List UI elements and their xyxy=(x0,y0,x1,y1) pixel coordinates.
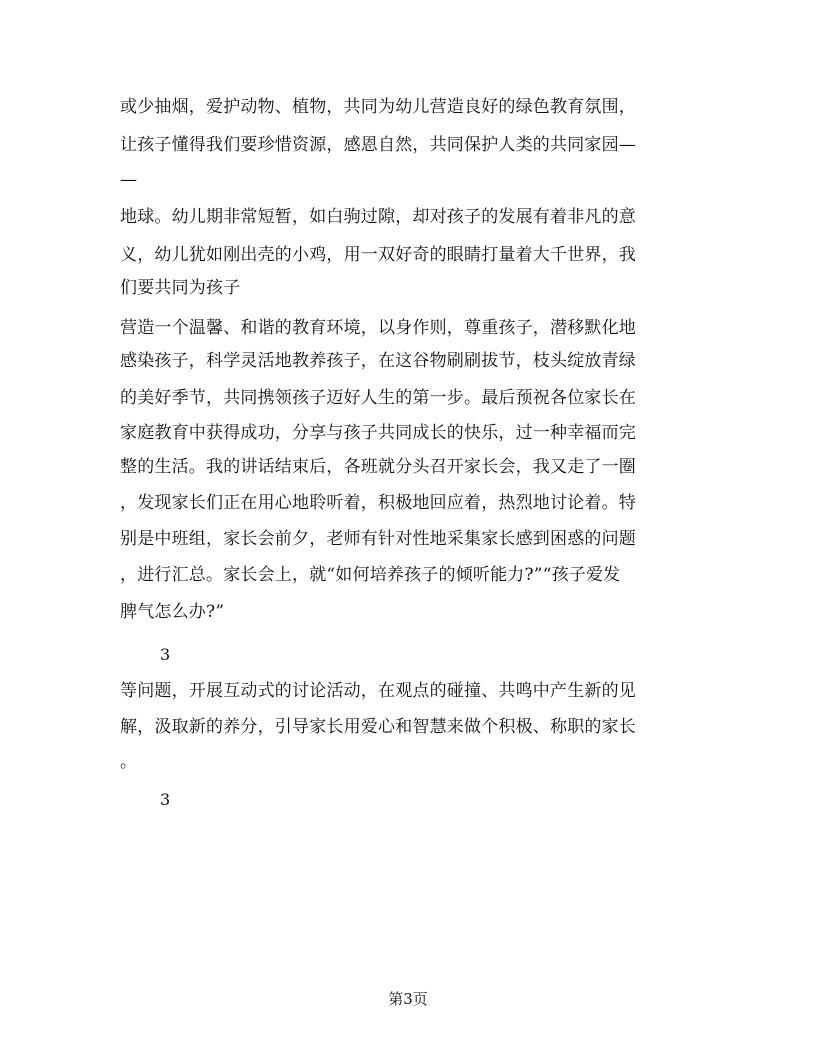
text-line: ，进行汇总。家长会上，就“如何培养孩子的倾听能力?”“孩子爱发 xyxy=(120,565,621,585)
text-line: 整的生活。我的讲话结束后，各班就分头召开家长会，我又走了一圈 xyxy=(120,457,636,477)
page-mark: 3 xyxy=(160,790,171,809)
text-line: 解，汲取新的养分，引导家长用爱心和智慧来做个积极、称职的家长 xyxy=(120,717,636,737)
text-line: 。 xyxy=(120,752,138,772)
text-line: 脾气怎么办?” xyxy=(120,602,225,622)
text-line: ，发现家长们正在用心地聆听着，积极地回应着，热烈地讨论着。特 xyxy=(120,493,636,513)
text-line: 让孩子懂得我们要珍惜资源，感恩自然，共同保护人类的共同家园— xyxy=(120,135,636,155)
text-line: 感染孩子，科学灵活地教养孩子，在这谷物刷刷拔节，枝头绽放青绿 xyxy=(120,351,636,371)
text-line: 营造一个温馨、和谐的教育环境，以身作则，尊重孩子，潜移默化地 xyxy=(120,318,636,338)
page-mark: 3 xyxy=(160,645,171,664)
text-line: 们要共同为孩子 xyxy=(120,278,241,298)
text-line: 别是中班组，家长会前夕，老师有针对性地采集家长感到困惑的问题 xyxy=(120,529,636,549)
page-footer: 第3页 xyxy=(388,990,428,1008)
text-line: 或少抽烟，爱护动物、植物，共同为幼儿营造良好的绿色教育氛围， xyxy=(120,97,636,117)
text-line: 的美好季节，共同携领孩子迈好人生的第一步。最后预祝各位家长在 xyxy=(120,388,636,408)
text-line: — xyxy=(120,170,138,190)
text-line: 家庭教育中获得成功，分享与孩子共同成长的快乐，过一种幸福而完 xyxy=(120,423,636,443)
text-line: 地球。幼儿期非常短暂，如白驹过隙，却对孩子的发展有着非凡的意 xyxy=(120,207,636,227)
text-line: 等问题，开展互动式的讨论活动，在观点的碰撞、共鸣中产生新的见 xyxy=(120,681,636,701)
text-line: 义，幼儿犹如刚出壳的小鸡，用一双好奇的眼睛打量着大千世界，我 xyxy=(120,245,636,265)
